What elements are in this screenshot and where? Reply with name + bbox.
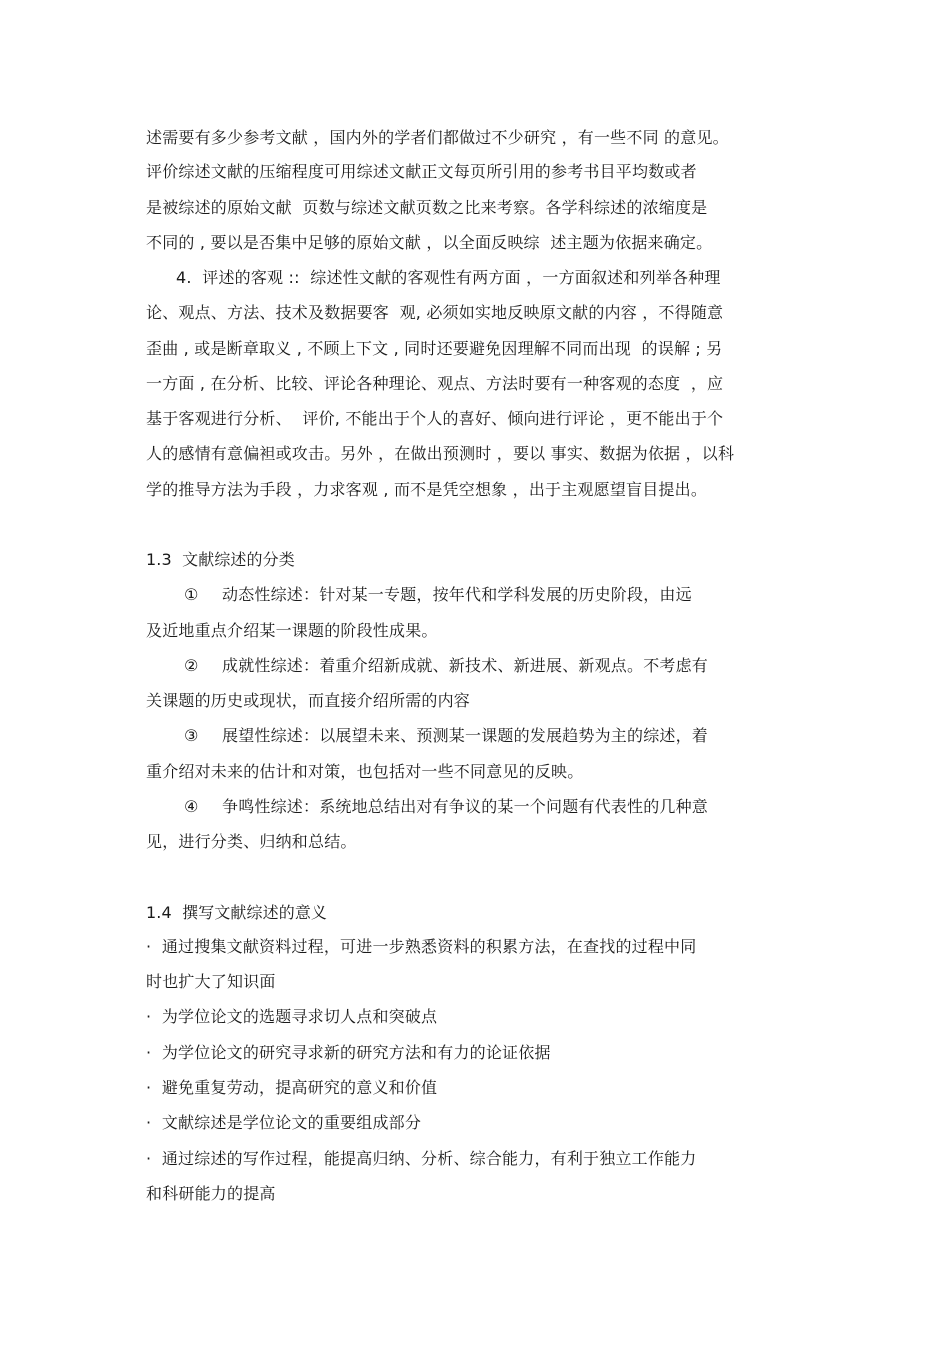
- list-item-text: 见，进行分类、归纳和总结。: [146, 832, 357, 851]
- bullet-item-continuation: 时也扩大了知识面: [146, 972, 276, 991]
- bullet-item: · 为学位论文的选题寻求切人点和突破点: [146, 1007, 438, 1026]
- bullet-item: · 避免重复劳动，提高研究的意义和价值: [146, 1078, 438, 1097]
- list-item-text: 展望性综述：以展望未来、预测某一课题的发展趋势为主的综述，着: [222, 726, 709, 745]
- list-item-text: 重介绍对未来的估计和对策，也包括对一些不同意见的反映。: [146, 762, 584, 781]
- text-line: 不同的 , 要以是否集中足够的原始文献 ，以全面反映综 述主题为依据来确定。: [146, 233, 713, 252]
- text-line: 歪曲 , 或是断章取义 , 不顾上下文 , 同时还要避免因理解不同而出现 的误解 ; 另: [146, 339, 723, 358]
- list-item-marker: ④: [184, 797, 199, 816]
- list-item-text: 动态性综述：针对某一专题，按年代和学科发展的历史阶段，由远: [222, 585, 692, 604]
- section-heading: 1.4 撰写文献综述的意义: [146, 903, 328, 922]
- text-line: 论、观点、方法、技术及数据要客 观, 必须如实地反映原文献的内容 ，不得随意: [146, 303, 724, 322]
- list-item-marker: ②: [184, 656, 199, 675]
- bullet-item: · 通过综述的写作过程，能提高归纳、分析、综合能力，有利于独立工作能力: [146, 1149, 697, 1168]
- text-line: 是被综述的原始文献 页数与综述文献页数之比来考察。各学科综述的浓缩度是: [146, 198, 708, 217]
- section-heading: 1.3 文献综述的分类: [146, 550, 295, 569]
- list-item-text: 成就性综述：着重介绍新成就、新技术、新进展、新观点。不考虑有: [222, 656, 709, 675]
- text-line: 一方面 , 在分析、比较、评论各种理论、观点、方法时要有一种客观的态度 ，应: [146, 374, 724, 393]
- text-line: 述需要有多少参考文献 ，国内外的学者们都做过不少研究 ，有一些不同 的意见。: [146, 128, 729, 147]
- text-line: 人的感情有意偏袒或攻击。另外 ，在做出预测时 ，要以 事实、数据为依据 ，以科: [146, 444, 735, 463]
- text-line: 评价综述文献的压缩程度可用综述文献正文每页所引用的参考书目平均数或者: [146, 162, 697, 181]
- list-item-text: 及近地重点介绍某一课题的阶段性成果。: [146, 621, 438, 640]
- bullet-item: · 通过搜集文献资料过程，可进一步熟悉资料的积累方法，在查找的过程中同: [146, 937, 697, 956]
- bullet-item: · 文献综述是学位论文的重要组成部分: [146, 1113, 422, 1132]
- text-line: 学的推导方法为手段 ，力求客观 , 而不是凭空想象 ，出于主观愿望盲目提出。: [146, 480, 708, 499]
- bullet-item: · 为学位论文的研究寻求新的研究方法和有力的论证依据: [146, 1043, 551, 1062]
- list-item-marker: ①: [184, 585, 199, 604]
- text-line: 基于客观进行分析、 评价, 不能出于个人的喜好、倾向进行评论 ，更不能出于个: [146, 409, 724, 428]
- bullet-item-continuation: 和科研能力的提高: [146, 1184, 276, 1203]
- text-line: 4. 评述的客观 :: 综述性文献的客观性有两方面 ，一方面叙述和列举各种理: [176, 268, 721, 287]
- list-item-text: 关课题的历史或现状，而直接介绍所需的内容: [146, 691, 471, 710]
- list-item-marker: ③: [184, 726, 199, 745]
- list-item-text: 争鸣性综述：系统地总结出对有争议的某一个问题有代表性的几种意: [222, 797, 709, 816]
